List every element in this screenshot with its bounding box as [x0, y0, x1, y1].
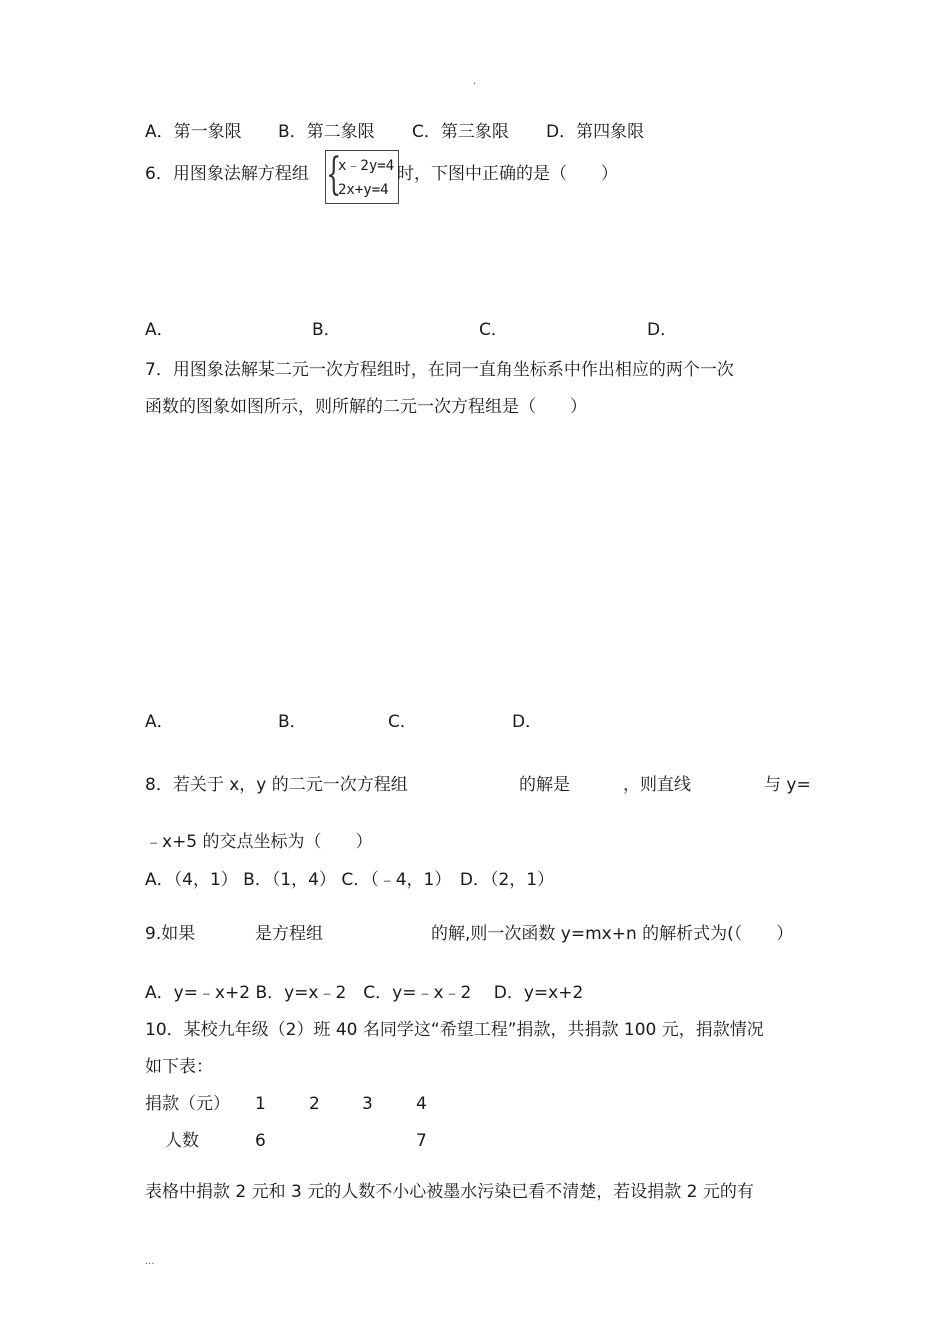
equation-system-image: [325, 150, 399, 204]
q7-line-1: 7．用图象法解某二元一次方程组时，在同一直角坐标系中作出相应的两个一次: [145, 360, 734, 380]
q8-part-3: ，则直线: [623, 775, 691, 795]
q7-line-2: 函数的图象如图所示，则所解的二元一次方程组是（ ）: [145, 397, 587, 417]
table-cell: 2: [309, 1094, 320, 1114]
q8-options: A．（4，1） B．（1，4） C．（﹣4，1） D．（2，1）: [145, 870, 555, 890]
q7-option-d: D．: [512, 712, 543, 732]
equation-2: 2x+y=4: [338, 182, 389, 198]
q10-line-3: 表格中捐款 2 元和 3 元的人数不小心被墨水污染已看不清楚，若设捐款 2 元的有: [145, 1182, 754, 1202]
table-cell: 4: [416, 1094, 427, 1114]
q7-option-b: B．: [278, 712, 307, 732]
q6-text-after: 时，下图中正确的是（ ）: [397, 164, 618, 184]
q6-option-b: B．: [312, 320, 341, 340]
q6-option-a: A．: [145, 320, 174, 340]
footer-mark: ...: [145, 1256, 155, 1267]
q9-options: A．y=﹣x+2 B．y=x﹣2 C．y=﹣x﹣2 D．y=x+2: [145, 983, 584, 1003]
table-cell: 3: [362, 1094, 373, 1114]
table-cell: 7: [416, 1131, 427, 1151]
q10-line-1: 10．某校九年级（2）班 40 名同学这“希望工程”捐款，共捐款 100 元，捐款情况: [145, 1020, 764, 1040]
q8-part-1: 8．若关于 x，y 的二元一次方程组: [145, 775, 408, 795]
table-row-label: 人数: [165, 1131, 199, 1151]
table-cell: 1: [255, 1094, 266, 1114]
q8-part-4: 与 y=: [764, 775, 811, 795]
q9-part-2: 是方程组: [255, 924, 323, 944]
q5-option-d: D．第四象限: [546, 122, 645, 142]
q10-line-2: 如下表：: [145, 1057, 213, 1077]
q6-option-d: D．: [647, 320, 678, 340]
q5-option-c: C．第三象限: [412, 122, 509, 142]
table-cell: 6: [255, 1131, 266, 1151]
header-mark: .: [473, 76, 477, 87]
q6-text-before: 6．用图象法解方程组: [145, 164, 309, 184]
table-header-label: 捐款（元）: [145, 1094, 230, 1114]
q6-option-c: C．: [479, 320, 508, 340]
q7-option-c: C．: [388, 712, 417, 732]
q5-option-b: B．第二象限: [278, 122, 375, 142]
q9-part-1: 9.如果: [145, 924, 196, 944]
equation-1: x﹣2y=4: [338, 158, 395, 174]
q9-part-3: 的解,则一次函数 y=mx+n 的解析式为(（ ）: [431, 924, 794, 944]
q5-option-a: A．第一象限: [145, 122, 242, 142]
q8-line-2: ﹣x+5 的交点坐标为（ ）: [145, 832, 373, 852]
brace-icon: {: [326, 149, 342, 200]
q7-option-a: A．: [145, 712, 174, 732]
q8-part-2: 的解是: [519, 775, 570, 795]
